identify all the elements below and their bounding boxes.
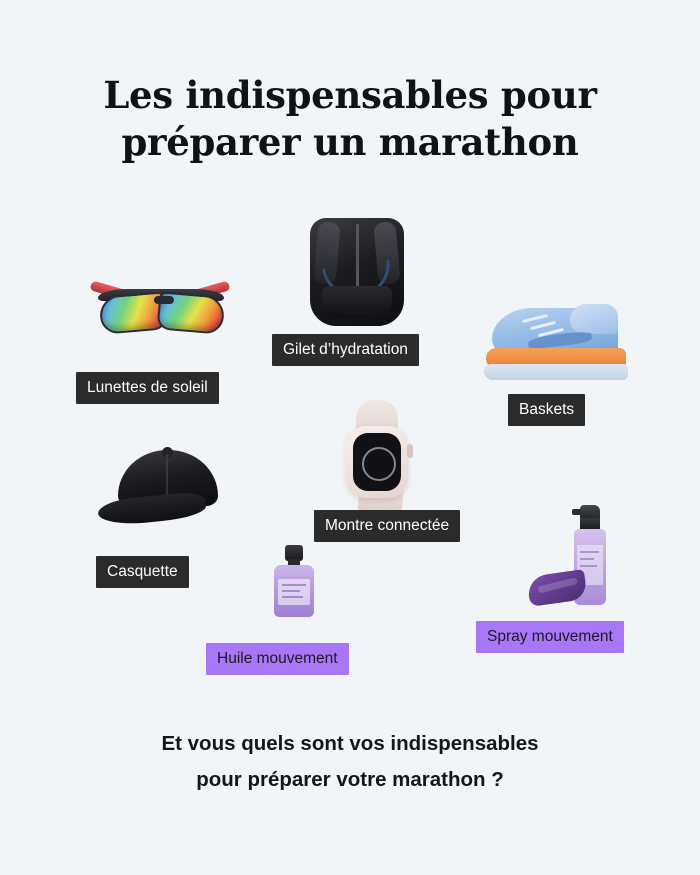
shoe-laces — [520, 314, 578, 336]
sunglasses-bridge — [154, 296, 174, 304]
label-spray: Spray mouvement — [476, 621, 624, 653]
label-shoes: Baskets — [508, 394, 585, 426]
hydration-vest-icon — [296, 212, 418, 334]
smartwatch-icon — [322, 400, 434, 526]
label-hydration-vest: Gilet d’hydratation — [272, 334, 419, 366]
oil-bottle-label — [278, 579, 310, 605]
label-smartwatch: Montre connectée — [314, 510, 460, 542]
vest-front-pocket — [322, 286, 392, 318]
watch-dial — [362, 447, 396, 481]
cap-icon — [96, 448, 232, 530]
page-title-line-2: préparer un marathon — [121, 120, 579, 164]
closing-question — [0, 726, 700, 798]
cap-brim — [97, 490, 207, 527]
page-title — [0, 72, 700, 166]
spray-nozzle — [580, 505, 600, 519]
label-oil: Huile mouvement — [206, 643, 349, 675]
shoe-outsole — [484, 364, 628, 380]
running-shoe-icon — [482, 300, 632, 392]
label-cap: Casquette — [96, 556, 189, 588]
label-sunglasses: Lunettes de soleil — [76, 372, 219, 404]
page-title-line-1: Les indispensables pour — [103, 73, 597, 117]
spray-bottle-icon — [528, 505, 632, 625]
closing-question-line-1: Et vous quels sont vos indispensables — [161, 732, 539, 755]
sunglasses-icon — [92, 280, 232, 355]
closing-question-line-2: pour préparer votre marathon ? — [196, 768, 504, 791]
watch-crown — [407, 444, 413, 458]
oil-bottle-icon — [266, 545, 322, 621]
